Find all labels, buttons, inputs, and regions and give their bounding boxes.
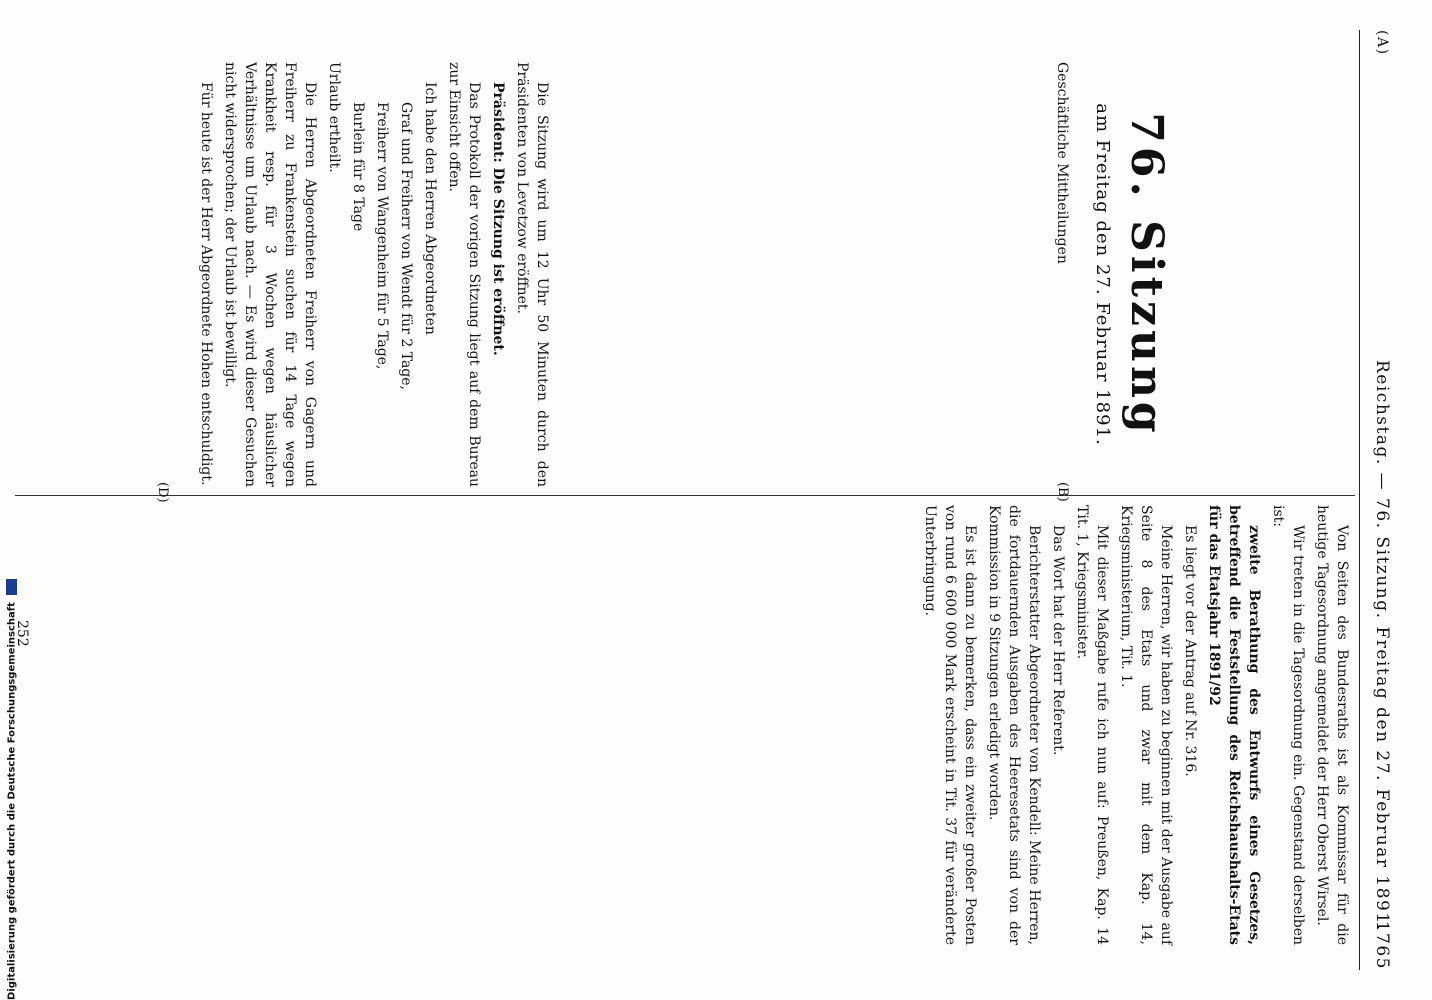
president-paragraph: Präsident: Die Sitzung ist eröffnet. xyxy=(490,82,506,356)
opening-paragraph: Die Sitzung wird um 12 Uhr 50 Minuten durch den Präsidenten von Levetzow eröffnet. xyxy=(514,62,550,487)
excused-paragraph: Für heute ist der Herr Abgeordnete Hohen entschuldigt. xyxy=(198,82,214,486)
session-title: 76. Sitzung xyxy=(1121,112,1172,437)
protocol-paragraph: Das Protokoll der vorigen Sitzung liegt auf dem Bureau zur Einsicht offen. xyxy=(446,62,482,487)
dfg-logo-icon xyxy=(6,579,17,595)
leave-intro: Ich habe den Herren Abgeordneten xyxy=(422,82,438,335)
digitization-credit xyxy=(6,560,24,1000)
column-divider xyxy=(15,495,1355,496)
call-paragraph: Mit dieser Maßgabe rufe ich nun auf: Preußen, Kap. 14 Tit. 1, Kriegsminister. xyxy=(1074,505,1110,945)
running-head: Reichstag. — 76. Sitzung. Freitag den 27. Februar 1891. xyxy=(1372,360,1392,932)
page-number: 1765 xyxy=(1372,920,1392,970)
margin-mark-b: (B) xyxy=(1055,482,1070,502)
right-column xyxy=(12,505,1352,945)
leave-entry: Burlein für 8 Tage xyxy=(350,102,366,232)
speaker-call: Das Wort hat der Herr Referent. xyxy=(1050,525,1066,756)
leave-entry: Graf und Freiherr von Wendt für 2 Tage, xyxy=(398,102,414,390)
session-date: am Freitag den 27. Februar 1891. xyxy=(1092,103,1113,446)
commissioner-paragraph: Von Seiten des Bundesraths ist als Kommissar für die heutige Tagesordnung angemeldet der Herr Oberst Wirsel. xyxy=(1314,505,1350,945)
sheet-number: 252 xyxy=(14,620,30,647)
leave-requests-paragraph: Die Herren Abgeordneten Freiherr von Gagern und Freiherr zu Frankenstein suchen für 14 Tage wegen Krankheit resp. für 3 Wochen wegen häuslicher Verhältnisse um Urlaub nach. — Es wird dieser Gesuchen nicht widersprochen; der Urlaub ist bewilligt. xyxy=(222,62,318,487)
referent-speech: Berichterstatter Abgeordneter von Kendell: Meine Herren, die fortdauernden Ausgaben des Heeresetats sind von der Kommission in 9 Sitzungen erledigt worden. xyxy=(986,505,1042,945)
left-column xyxy=(12,62,1352,487)
margin-mark-a: (A) xyxy=(1374,30,1390,56)
motion-paragraph: Es liegt vor der Antrag auf Nr. 316. xyxy=(1182,525,1198,777)
credit-text: Digitalisierung gefördert durch die Deutsche Forschungsgemeinschaft xyxy=(6,602,18,1000)
agenda-item: zweite Berathung des Entwurfs eines Gesetzes, betreffend die Feststellung des Reichshaushalts-Etats für das Etatsjahr 1891/92 xyxy=(1206,505,1262,945)
page-header xyxy=(1364,30,1394,970)
leave-granted: Urlaub ertheilt. xyxy=(326,62,342,173)
chapter-paragraph: Meine Herren, wir haben zu beginnen mit der Ausgabe auf Seite 8 des Etats und zwar mit dem Kap. 14, Kriegsministerium, Tit. 1. xyxy=(1118,505,1174,946)
contents-heading: Geschäftliche Mittheilungen xyxy=(1054,62,1070,264)
speech-paragraph: Es ist dann zu bemerken, dass ein zweiter großer Posten von rund 6 600 000 Mark erscheint in Tit. 37 für veränderte Unterbringung. xyxy=(922,505,978,945)
header-rule xyxy=(1359,30,1360,970)
agenda-paragraph: Wir treten in die Tagesordnung ein. Gegenstand derselben ist: xyxy=(1270,505,1306,945)
margin-mark-d: (D) xyxy=(155,482,170,503)
leave-entry: Freiherr von Wangenheim für 5 Tage, xyxy=(374,102,390,370)
